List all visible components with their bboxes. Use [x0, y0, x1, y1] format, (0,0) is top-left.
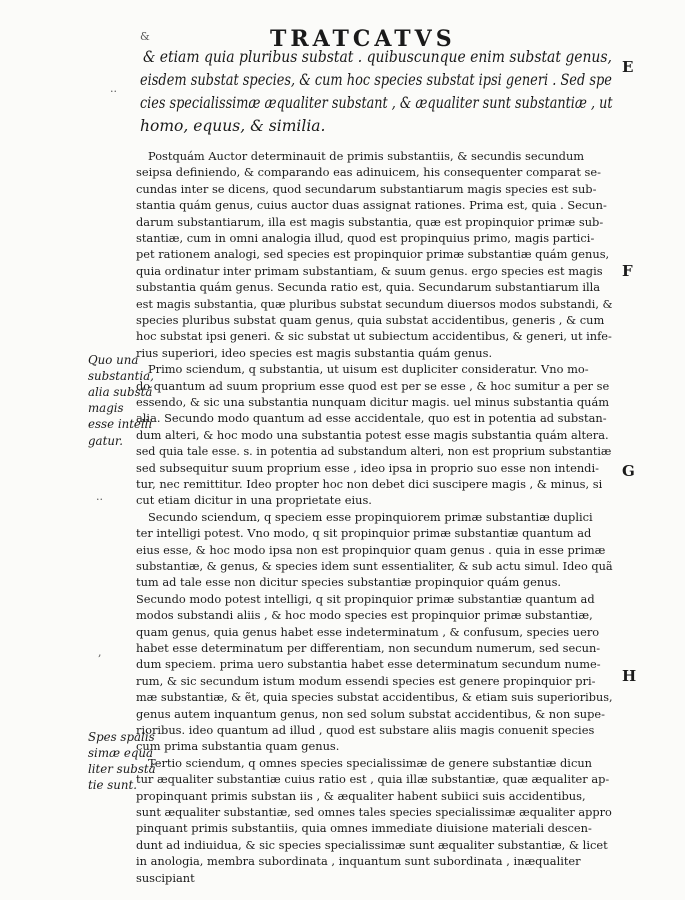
text-line: modos substandi aliis , & hoc modo species est propinquior primæ substantiæ, — [136, 608, 593, 623]
margin-note: simæ equa — [88, 746, 154, 760]
text-line: dum alteri, & hoc modo una substantia potest esse magis substantia quám altera. — [136, 427, 609, 442]
margin-note: esse intelli — [88, 417, 153, 431]
text-line: Secundo sciendum, q speciem esse propinquiorem primæ substantiæ duplici — [148, 509, 593, 524]
margin-mark: & — [140, 30, 150, 43]
margin-note: Spes spalis — [88, 730, 155, 744]
text-line: rioribus. ideo quantum ad illud , quod est substare aliis magis conuenit species — [136, 723, 595, 737]
margin-note: Quo una — [88, 353, 139, 367]
signature-letter: H — [622, 667, 637, 685]
text-line: stantiæ, cum in omni analogia illud, quod est propinquius primo, magis partici- — [136, 231, 595, 245]
text-line: homo, equus, & similia. — [140, 117, 326, 135]
text-line: tum ad tale esse non dicitur species substantiæ propinquior quám genus. — [136, 575, 562, 590]
text-line: genus autem inquantum genus, non sed solum substat accidentibus, & non supe- — [136, 706, 606, 721]
text-line: est magis substantia, quæ pluribus substat secundum diuersos modos substandi, & — [136, 296, 613, 311]
margin-mark: , — [98, 646, 102, 659]
text-line: propinquant primis substan iis , & æqualiter habent subiici suis accidentibus, — [136, 788, 586, 803]
text-line: habet esse determinatum per differentiam, non secundum numerum, sed secun- — [136, 641, 601, 655]
text-line: ter intelligi potest. Vno modo, q sit propinquior primæ substantiæ quantum ad — [136, 526, 592, 541]
text-line: cum prima substantia quam genus. — [136, 739, 340, 754]
text-line: & etiam quia pluribus substat . quibuscunque enim substat genus, — [143, 48, 612, 66]
text-line: Primo sciendum, q substantia, ut uisum est dupliciter consideratur. Vno mo- — [148, 362, 589, 377]
text-line: tur, nec remittitur. Ideo propter hoc non debet dici suscipere magis , & minus, si — [136, 477, 603, 491]
signature-letter: G — [622, 462, 635, 480]
text-line: in anologia, membra subordinata , inquantum sunt subordinata , inæqualiter — [136, 854, 581, 869]
text-line: Postquám Auctor determinauit de primis substantiis, & secundis secundum — [148, 149, 585, 163]
margin-note: magis — [88, 401, 124, 415]
text-line: mæ substantiæ, & ẽt, quia species substat accidentibus, & etiam suis superioribus, — [136, 690, 613, 705]
margin-mark: .. — [110, 82, 117, 95]
text-line: cies specialissimæ æqualiter substant , & æqualiter sunt substantiæ , ut — [140, 94, 613, 112]
text-line: sed subsequitur suum proprium esse , ideo ipsa in proprio suo esse non intendi- — [136, 460, 599, 475]
text-line: pet rationem analogi, sed species est propinquior primæ substantiæ quám genus, — [136, 247, 610, 262]
text-line: darum substantiarum, illa est magis substantia, quæ est propinquior primæ sub- — [136, 214, 604, 229]
text-line: hoc substat ipsi generi. & sic substat ut subiectum accidentibus, & generi, ut infe- — [136, 329, 612, 344]
text-line: tur æqualiter substantiæ cuius ratio est , quia illæ substantiæ, quæ æqualiter ap- — [136, 772, 610, 787]
text-line: cut etiam dicitur in una proprietate eius. — [136, 493, 372, 508]
text-line: cundas inter se dicens, quod secundarum substantiarum magis species est sub- — [136, 181, 597, 196]
text-line: Secundo modo potest intelligi, q sit propinquior primæ substantiæ quantum ad — [136, 591, 595, 606]
margin-note: alia substã — [88, 385, 153, 399]
text-line: eius esse, & hoc modo ipsa non est propinquior quam genus . quia in esse primæ — [136, 542, 606, 557]
text-line: substantiæ, & genus, & species idem sunt essentialiter, & sub actu simul. Ideo quã — [136, 559, 613, 573]
text-line: eisdem substat species, & cum hoc species substat ipsi generi . Sed spe — [140, 71, 612, 89]
text-line: alia. Secundo modo quantum ad esse accidentale, quo est in potentia ad substan- — [136, 411, 607, 426]
text-line: suscipiant — [136, 870, 195, 885]
text-line: Tertio sciendum, q omnes species specialissimæ de genere substantiæ dicun — [148, 755, 593, 770]
text-line: do quantum ad suum proprium esse quod est per se esse , & hoc sumitur a per se — [136, 378, 610, 393]
text-line: dunt ad indiuidua, & sic species specialissimæ sunt æqualiter substantiæ, & licet — [136, 837, 608, 852]
text-line: pinquant primis substantiis, quia omnes immediate diuisione materiali descen- — [136, 821, 592, 836]
running-title: TRATCATVS — [270, 26, 456, 52]
text-line: substantia quám genus. Secunda ratio est, quia. Secundarum substantiarum illa — [136, 280, 601, 295]
text-line: species pluribus substat quam genus, quia substat accidentibus, generis , & cum — [136, 313, 605, 327]
signature-letter: E — [622, 58, 634, 76]
text-line: sunt æqualiter substantiæ, sed omnes tales species specialissimæ æqualiter appro — [136, 805, 612, 819]
margin-mark: .. — [96, 490, 103, 503]
text-line: sed quia tale esse. s. in potentia ad substandum alteri, non est proprium substantiæ — [136, 444, 612, 459]
text-line: dum speciem. prima uero substantia habet esse determinatum secundum nume- — [136, 657, 601, 672]
text-line: quam genus, quia genus habet esse indeterminatum , & confusum, species uero — [136, 624, 600, 639]
text-line: rum, & sic secundum istum modum essendi species est genere propinquior pri- — [136, 673, 596, 688]
text-line: seipsa definiendo, & comparando eas adinuicem, his consequenter comparat se- — [136, 165, 601, 180]
margin-note: tie sunt. — [88, 778, 137, 792]
text-line: quia ordinatur inter primam substantiam, & suum genus. ergo species est magis — [136, 263, 603, 278]
margin-note: substantia, — [88, 369, 154, 383]
text-line: rius superiori, ideo species est magis substantia quám genus. — [136, 345, 493, 360]
text-line: essendo, & sic una substantia nunquam dicitur magis. uel minus substantia quám — [136, 395, 610, 409]
margin-note: gatur. — [88, 434, 124, 448]
margin-note: liter substã — [88, 762, 156, 776]
text-line: stantia quám genus, cuius auctor duas assignat rationes. Prima est, quia . Secun- — [136, 198, 607, 213]
signature-letter: F — [622, 262, 633, 280]
